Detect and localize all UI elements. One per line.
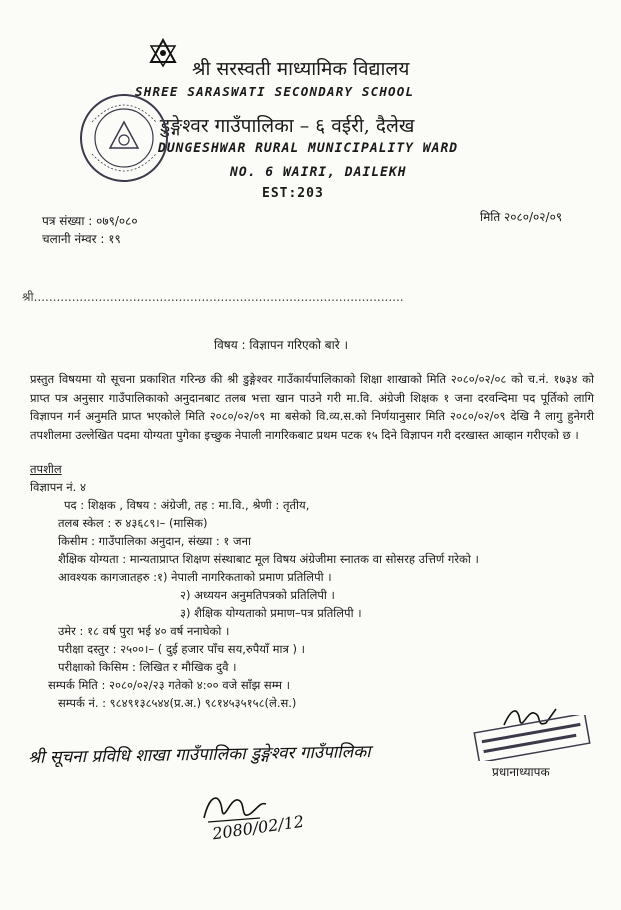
municipality-nepali: डुङ्गेश्वर गाउँपालिका – ६ वईरी, दैलेख <box>160 115 415 137</box>
municipality-english: DUNGESHWAR RURAL MUNICIPALITY WARD <box>158 141 459 156</box>
dispatch-number: चलानी नंम्वर : १९ <box>42 232 121 246</box>
advertisement-number: विज्ञापन नं. ४ <box>30 480 86 494</box>
letter-date: मिति २०८०/०२/०९ <box>480 210 563 224</box>
exam-fee: परीक्षा दस्तुर : २५००।– ( दुई हजार पाँच सय,रुपैयाँ मात्र ) । <box>58 642 305 656</box>
salary-scale: तलब स्केल : रु ४३६८९।– (मासिक) <box>58 516 208 530</box>
principal-rubber-stamp <box>470 715 594 761</box>
contact-numbers: सम्पर्क नं. : ९८४९१३८५४४(प्र.अ.) ९८१४५३५१५८(ले.स.) <box>58 696 297 710</box>
contact-date: सम्पर्क मिति : २०८०/०२/२३ गतेको ४:०० वजे साँझ सम्म । <box>48 678 291 692</box>
qualification: शैक्षिक योग्यता : मान्यताप्राप्त शिक्षण संस्थाबाट मूल विषय अंग्रेजीमा स्नातक वा सोसरह उत्तिर्ण गरेको । <box>58 552 479 566</box>
required-document-3: ३) शैक्षिक योग्यताको प्रमाण–पत्र प्रतिलिपी । <box>180 606 362 620</box>
principal-title: प्रधानाध्यापक <box>492 765 550 779</box>
subject-line: विषय : विज्ञापन गरिएको बारे । <box>214 338 348 352</box>
established-year: EST:203 <box>262 186 324 201</box>
position-type: किसीम : गाउँपालिका अनुदान, संख्या : १ जना <box>58 534 251 548</box>
nepal-emblem-icon <box>148 38 178 68</box>
required-document-1: आवश्यक कागजातहरु :१) नेपाली नागरिकताको प्रमाण प्रतिलिपी । <box>58 570 332 584</box>
body-paragraph: प्रस्तुत विषयमा यो सूचना प्रकाशित गरिन्छ की श्री डुङ्गेश्वर गाउँकार्यपालिकाको शिक्षा शाखाको मिति २०८०/०२/०८ को च.नं. १७३४ को प्राप्त पत्र अनुसार गाउँपालिकाको अनुदानबाट तलब भत्ता खान पाउने गरी मा.वि. अंग्रेजी शिक्षक १ जना दरवन्दिमा पद पूर्तिको लागि विज्ञापन गर्न अनुमति प्राप्त भएकोले मिति २०८०/०२/०९ मा बसेको वि.व्य.स.को निर्णयानुसार मिति २०८०/०२/०९ देखि नै लागु हुनेगरी तपशीलमा उल्लेखित पदमा योग्यता पुगेका इच्छुक नेपाली नागरिकबाट प्रथम पटक १५ दिने विज्ञापन गरी दरखास्त आव्हान गरीएको छ । <box>30 372 594 442</box>
exam-type: परीक्षाको किसिम : लिखित र मौखिक दुवै । <box>58 660 237 674</box>
required-document-2: २) अध्ययन अनुमतिपत्रको प्रतिलिपी । <box>180 588 335 602</box>
handwritten-forwarding-note: श्री सूचना प्रविधि शाखा गाउँपालिका डुङ्गेश्वर गाउँपालिका <box>27 742 371 768</box>
handwritten-date: 2080/02/12 <box>211 811 306 844</box>
school-seal-stamp <box>78 92 170 184</box>
letter-number: पत्र संख्या : ०७९/०८० <box>42 214 138 228</box>
school-name-nepali: श्री सरस्वती माध्यामिक विद्यालय <box>192 58 410 80</box>
details-heading: तपशील <box>30 462 62 476</box>
recipient-line: श्री................................................................................................. <box>22 290 404 304</box>
ward-address: NO. 6 WAIRI, DAILEKH <box>230 165 407 180</box>
school-name-english: SHREE SARASWATI SECONDARY SCHOOL <box>135 84 415 99</box>
age-requirement: उमेर : १८ वर्ष पुरा भई ४० वर्ष ननाघेको । <box>58 624 230 638</box>
post-details: पद : शिक्षक , विषय : अंग्रेजी, तह : मा.वि., श्रेणी : तृतीय, <box>64 498 310 512</box>
